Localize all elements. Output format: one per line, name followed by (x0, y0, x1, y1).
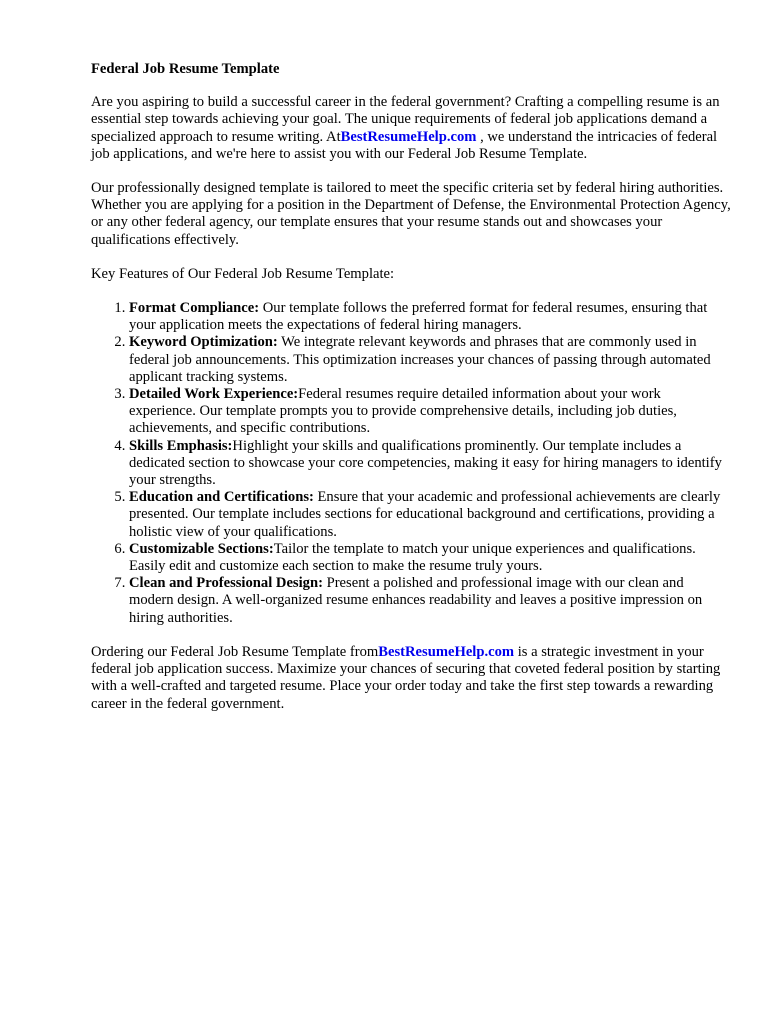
feature-text: We integrate relevant keywords and phrases that are commonly used in federal job announcements. This optimization increases your chances of passing through automated applicant tracking systems. (129, 334, 711, 385)
feature-title: Skills Emphasis: (129, 437, 233, 454)
intro-text-before-link: Are you aspiring to build a successful career in the federal government? Crafting a compelling resume is an essential step towards achieving your goal. The unique requirements of federal job applications demand a specialized approach to resume writing. At (91, 94, 720, 145)
feature-text: Tailor the template to match your unique experiences and qualifications. Easily edit and customize each section to make the resume truly yours. (129, 540, 696, 575)
feature-text: Highlight your skills and qualifications prominently. Our template includes a dedicated section to showcase your core competencies, making it easy for hiring managers to identify your strengths. (129, 437, 722, 489)
feature-item (129, 334, 731, 386)
feature-text: Federal resumes require detailed information about your work experience. Our template prompts you to provide comprehensive details, including job duties, achievements, and specific contributions. (129, 386, 677, 437)
document-page (91, 61, 731, 730)
intro-paragraph (91, 94, 731, 163)
feature-item (129, 438, 731, 490)
document-title: Federal Job Resume Template (91, 61, 280, 77)
feature-title: Format Compliance: (129, 300, 260, 317)
feature-text: Present a polished and professional image with our clean and modern design. A well-organized resume enhances readability and leaves a positive impression on hiring authorities. (129, 575, 703, 626)
features-list (91, 300, 731, 627)
feature-item (129, 386, 731, 438)
intro-site-link[interactable]: BestResumeHelp.com (340, 128, 477, 145)
features-intro: Key Features of Our Federal Job Resume Template: (91, 265, 395, 282)
feature-title: Clean and Professional Design: (129, 575, 323, 592)
closing-paragraph (91, 644, 731, 713)
template-description-paragraph: Our professionally designed template is tailored to meet the specific criteria set by federal hiring authorities. Whether you are applying for a position in the Department of Defense, the Environmental Protection Agency, or any other federal agency, our template ensures that your resume stands out and showcases your qualifications effectively. (91, 180, 731, 248)
feature-item (129, 575, 731, 627)
intro-text-after-link: , we understand the intricacies of federal job applications, and we're here to assist you with our Federal Job Resume Template. (91, 128, 718, 162)
feature-item (129, 489, 731, 541)
feature-title: Education and Certifications: (129, 489, 314, 506)
closing-site-link[interactable]: BestResumeHelp.com (378, 643, 515, 660)
feature-text: Ensure that your academic and professional achievements are clearly presented. Our template includes sections for educational background and certifications, providing a holistic view of your qualifications. (129, 489, 721, 540)
feature-item (129, 300, 731, 334)
feature-text: Our template follows the preferred format for federal resumes, ensuring that your application meets the expectations of federal hiring managers. (129, 300, 708, 334)
closing-text-after-link: is a strategic investment in your federal job application success. Maximize your chances of securing that coveted federal position by starting with a well-crafted and targeted resume. Place your order today and take the first step towards a rewarding career in the federal government. (91, 643, 721, 712)
feature-item (129, 541, 731, 575)
feature-title: Detailed Work Experience: (129, 386, 299, 403)
feature-title: Keyword Optimization: (129, 334, 278, 351)
feature-title: Customizable Sections: (129, 540, 274, 557)
closing-text-before-link: Ordering our Federal Job Resume Template from (91, 643, 379, 660)
